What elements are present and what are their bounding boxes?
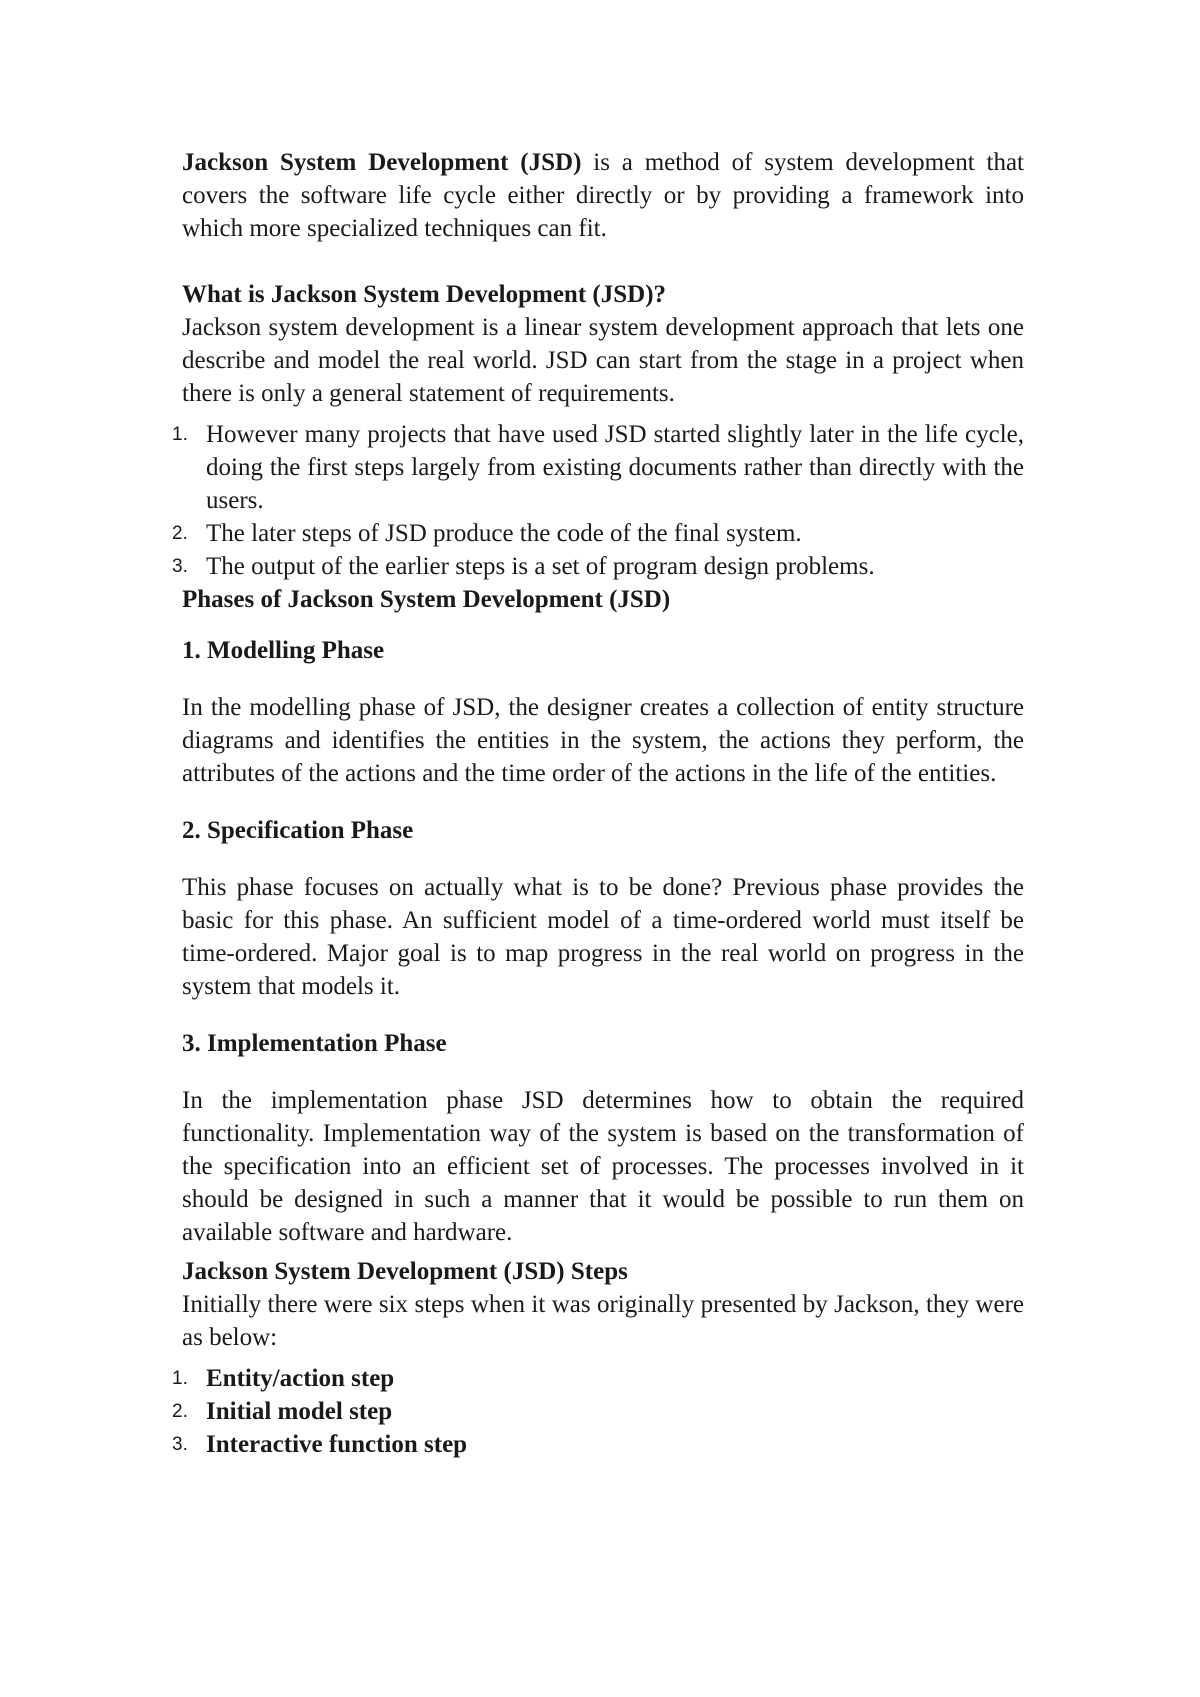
implementation-phase-heading: 3. Implementation Phase	[182, 1030, 447, 1057]
intro-bold-lead: Jackson System Development (JSD)	[182, 149, 582, 176]
intro-paragraph	[182, 146, 1024, 245]
list-item-text: Initial model step	[206, 1398, 393, 1425]
list-number: 2.	[172, 1401, 188, 1422]
modelling-phase-body: In the modelling phase of JSD, the designer creates a collection of entity structure diagrams and identifies the entities in the system, the actions they perform, the attributes of the actions and the time order of the actions in the life of the entities.	[182, 694, 1024, 787]
phases-heading: Phases of Jackson System Development (JSD)	[182, 586, 671, 613]
list-number: 2.	[172, 523, 188, 544]
steps-body: Initially there were six steps when it was originally presented by Jackson, they were as below:	[182, 1291, 1024, 1351]
list-item	[172, 1395, 1024, 1428]
list-item-text: Entity/action step	[206, 1365, 395, 1392]
list-item	[172, 418, 1024, 517]
implementation-phase-body: In the implementation phase JSD determines how to obtain the required functionality. Implementation way of the system is based on the transformation of the specification into an efficient set of processes. The processes involved in it should be designed in such a manner that it would be possible to run them on available software and hardware.	[182, 1087, 1024, 1246]
list-number: 3.	[172, 1434, 188, 1455]
list-item-text: The later steps of JSD produce the code of the final system.	[206, 520, 802, 547]
list-item	[172, 517, 1024, 550]
list-item-text: However many projects that have used JSD started slightly later in the life cycle, doing the first steps largely from existing documents rather than directly with the users.	[206, 421, 1024, 514]
steps-list	[172, 1362, 1024, 1461]
list-item-text: Interactive function step	[206, 1431, 468, 1458]
list-number: 3.	[172, 556, 188, 577]
list-item	[172, 1428, 1024, 1461]
list-number: 1.	[172, 424, 188, 445]
list-item	[172, 1362, 1024, 1395]
modelling-phase-heading: 1. Modelling Phase	[182, 637, 385, 664]
intro-text: is a method of system development that covers the software life cycle either directly or by providing a framework into which more specialized techniques can fit.	[182, 149, 1024, 242]
list-item	[172, 550, 1024, 583]
specification-phase-body: This phase focuses on actually what is to be done? Previous phase provides the basic for this phase. An sufficient model of a time-ordered world must itself be time-ordered. Major goal is to map progress in the real world on progress in the system that models it.	[182, 874, 1024, 1000]
list-item-text: The output of the earlier steps is a set of program design problems.	[206, 553, 875, 580]
list-number: 1.	[172, 1368, 188, 1389]
document-content	[172, 146, 1024, 1461]
steps-heading: Jackson System Development (JSD) Steps	[182, 1258, 628, 1285]
what-is-body: Jackson system development is a linear system development approach that lets one describe and model the real world. JSD can start from the stage in a project when there is only a general statement of requirements.	[182, 314, 1024, 407]
specification-phase-heading: 2. Specification Phase	[182, 817, 414, 844]
what-is-list	[172, 418, 1024, 583]
what-is-heading: What is Jackson System Development (JSD)?	[182, 281, 667, 308]
